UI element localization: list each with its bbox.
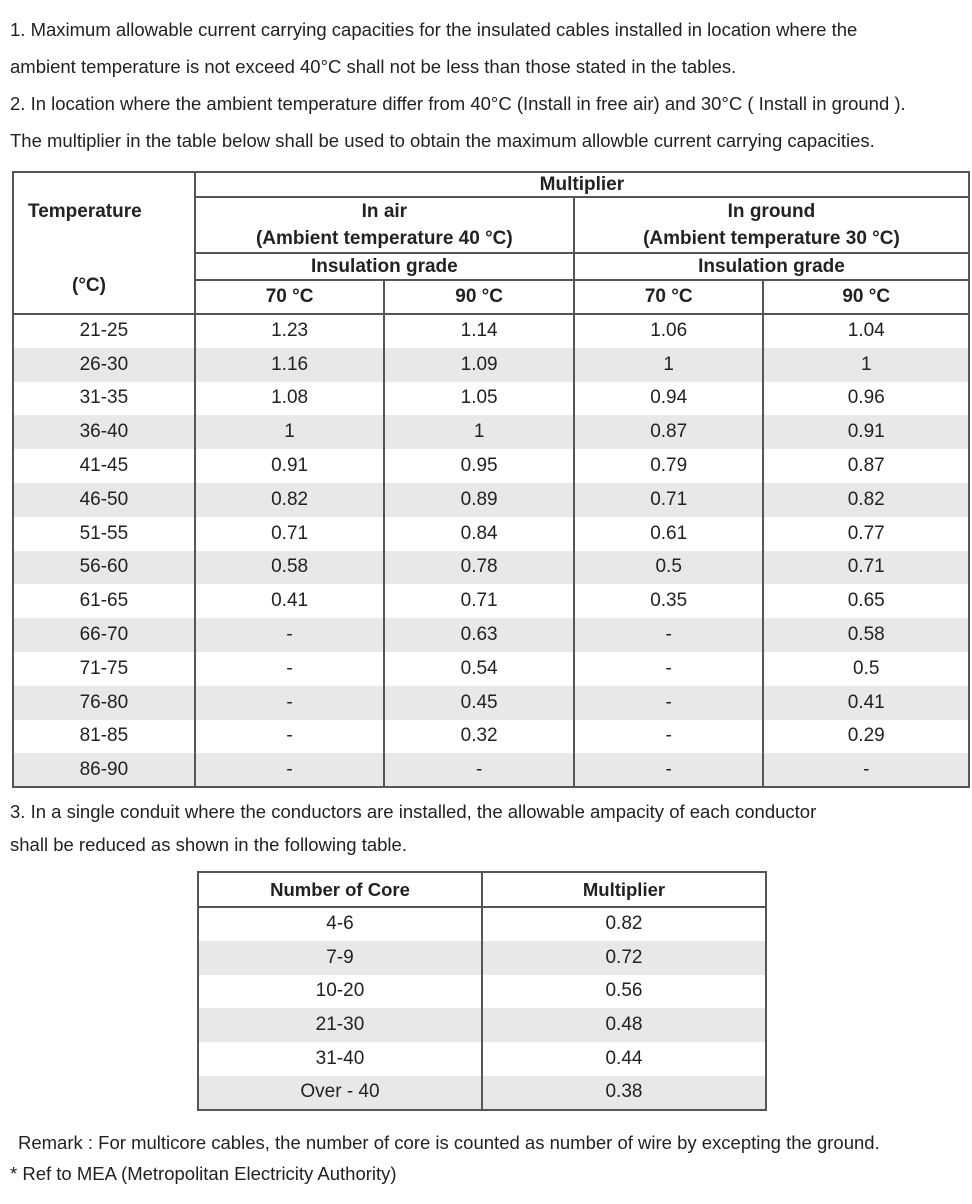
core-multiplier-cell: 0.82 bbox=[482, 907, 766, 941]
air-70-cell: 0.82 bbox=[195, 483, 385, 517]
ground-70-cell: 0.94 bbox=[574, 382, 764, 416]
ground-70-cell: 0.79 bbox=[574, 449, 764, 483]
air-70-cell: - bbox=[195, 753, 385, 787]
temperature-header bbox=[13, 172, 195, 314]
ground-70-cell: - bbox=[574, 753, 764, 787]
table-row bbox=[13, 551, 969, 585]
temperature-range-cell: 41-45 bbox=[13, 449, 195, 483]
table-row bbox=[198, 1042, 766, 1076]
air-90-cell: 0.84 bbox=[384, 517, 574, 551]
table-row bbox=[13, 483, 969, 517]
air-90-cell: 1 bbox=[384, 415, 574, 449]
table-row bbox=[198, 907, 766, 941]
ground-90-cell: 1.04 bbox=[763, 314, 969, 348]
table-row bbox=[198, 1076, 766, 1110]
number-of-core-cell: 31-40 bbox=[198, 1042, 482, 1076]
table-row bbox=[13, 314, 969, 348]
air-90-cell: 0.45 bbox=[384, 686, 574, 720]
ground-90-cell: 0.87 bbox=[763, 449, 969, 483]
air-70-cell: 1 bbox=[195, 415, 385, 449]
ground-90-cell: 0.96 bbox=[763, 382, 969, 416]
ground-90-cell: 0.71 bbox=[763, 551, 969, 585]
remark-text: Remark : For multicore cables, the number of core is counted as number of wire by excepting the ground. bbox=[18, 1132, 880, 1153]
ground-70-cell: 0.71 bbox=[574, 483, 764, 517]
temperature-range-cell: 81-85 bbox=[13, 720, 195, 754]
table-row bbox=[13, 449, 969, 483]
ground-90-cell: - bbox=[763, 753, 969, 787]
table-row bbox=[13, 720, 969, 754]
table-row bbox=[198, 1008, 766, 1042]
air-90-cell: 0.32 bbox=[384, 720, 574, 754]
table-row bbox=[13, 517, 969, 551]
ground-90-header: 90 °C bbox=[763, 280, 969, 314]
ground-insulation-grade-header: Insulation grade bbox=[574, 253, 969, 280]
temperature-range-cell: 31-35 bbox=[13, 382, 195, 416]
core-multiplier-cell: 0.44 bbox=[482, 1042, 766, 1076]
number-of-core-header: Number of Core bbox=[198, 872, 482, 907]
table-row bbox=[13, 652, 969, 686]
ground-70-cell: 0.87 bbox=[574, 415, 764, 449]
ground-90-cell: 0.29 bbox=[763, 720, 969, 754]
air-90-cell: 0.63 bbox=[384, 618, 574, 652]
note-1-line-1: 1. Maximum allowable current carrying capacities for the insulated cables installed in location where the bbox=[10, 19, 858, 40]
air-90-cell: 0.95 bbox=[384, 449, 574, 483]
table-row bbox=[13, 753, 969, 787]
temperature-range-cell: 46-50 bbox=[13, 483, 195, 517]
temperature-range-cell: 26-30 bbox=[13, 348, 195, 382]
core-multiplier-cell: 0.56 bbox=[482, 975, 766, 1009]
reference-text: * Ref to MEA (Metropolitan Electricity Authority) bbox=[10, 1163, 397, 1184]
ground-90-cell: 0.91 bbox=[763, 415, 969, 449]
ground-70-cell: - bbox=[574, 686, 764, 720]
air-70-cell: 1.23 bbox=[195, 314, 385, 348]
table-row bbox=[13, 348, 969, 382]
temperature-multiplier-table bbox=[12, 171, 970, 788]
air-70-cell: 0.58 bbox=[195, 551, 385, 585]
number-of-core-cell: 21-30 bbox=[198, 1008, 482, 1042]
temperature-table-body bbox=[13, 314, 969, 787]
air-90-cell: 0.78 bbox=[384, 551, 574, 585]
core-multiplier-cell: 0.48 bbox=[482, 1008, 766, 1042]
air-70-header: 70 °C bbox=[195, 280, 385, 314]
air-insulation-grade-header: Insulation grade bbox=[195, 253, 574, 280]
temperature-range-cell: 21-25 bbox=[13, 314, 195, 348]
air-70-cell: - bbox=[195, 652, 385, 686]
table-row bbox=[198, 941, 766, 975]
air-70-cell: - bbox=[195, 686, 385, 720]
temperature-range-cell: 76-80 bbox=[13, 686, 195, 720]
note-2-line-2: The multiplier in the table below shall be used to obtain the maximum allowble current carrying capacities. bbox=[10, 130, 875, 151]
note-2-line-1: 2. In location where the ambient temperature differ from 40°C (Install in free air) and 30°C ( Install in ground ). bbox=[10, 93, 906, 114]
core-table-body bbox=[198, 907, 766, 1110]
table-row bbox=[13, 584, 969, 618]
note-3-line-2: shall be reduced as shown in the following table. bbox=[10, 834, 407, 855]
core-multiplier-cell: 0.72 bbox=[482, 941, 766, 975]
in-ground-ambient-header: (Ambient temperature 30 °C) bbox=[574, 226, 969, 253]
ground-90-cell: 0.5 bbox=[763, 652, 969, 686]
air-90-cell: 1.05 bbox=[384, 382, 574, 416]
ground-70-cell: 1.06 bbox=[574, 314, 764, 348]
air-90-cell: 0.71 bbox=[384, 584, 574, 618]
ground-70-cell: - bbox=[574, 720, 764, 754]
ground-90-cell: 1 bbox=[763, 348, 969, 382]
air-90-cell: 0.89 bbox=[384, 483, 574, 517]
air-70-cell: 0.41 bbox=[195, 584, 385, 618]
ground-90-cell: 0.82 bbox=[763, 483, 969, 517]
number-of-core-cell: 4-6 bbox=[198, 907, 482, 941]
air-90-cell: 0.54 bbox=[384, 652, 574, 686]
temperature-unit: (°C) bbox=[72, 275, 106, 296]
table-row bbox=[13, 382, 969, 416]
temperature-range-cell: 71-75 bbox=[13, 652, 195, 686]
temperature-range-cell: 86-90 bbox=[13, 753, 195, 787]
temperature-range-cell: 56-60 bbox=[13, 551, 195, 585]
core-multiplier-cell: 0.38 bbox=[482, 1076, 766, 1110]
ground-90-cell: 0.65 bbox=[763, 584, 969, 618]
air-90-cell: 1.09 bbox=[384, 348, 574, 382]
table-row bbox=[13, 415, 969, 449]
core-multiplier-table bbox=[197, 871, 767, 1111]
ground-90-cell: 0.77 bbox=[763, 517, 969, 551]
temperature-range-cell: 51-55 bbox=[13, 517, 195, 551]
multiplier-header: Multiplier bbox=[195, 172, 969, 197]
ground-70-cell: 0.61 bbox=[574, 517, 764, 551]
air-70-cell: 0.91 bbox=[195, 449, 385, 483]
in-ground-header: In ground bbox=[574, 197, 969, 226]
temperature-range-cell: 61-65 bbox=[13, 584, 195, 618]
number-of-core-cell: Over - 40 bbox=[198, 1076, 482, 1110]
ground-70-cell: 0.35 bbox=[574, 584, 764, 618]
note-3-line-1: 3. In a single conduit where the conductors are installed, the allowable ampacity of each conductor bbox=[10, 801, 817, 822]
ground-70-header: 70 °C bbox=[574, 280, 764, 314]
air-70-cell: 0.71 bbox=[195, 517, 385, 551]
table-row bbox=[13, 686, 969, 720]
ground-70-cell: 0.5 bbox=[574, 551, 764, 585]
air-70-cell: 1.08 bbox=[195, 382, 385, 416]
temperature-range-cell: 36-40 bbox=[13, 415, 195, 449]
air-70-cell: - bbox=[195, 618, 385, 652]
air-90-cell: - bbox=[384, 753, 574, 787]
table-row bbox=[13, 618, 969, 652]
ground-70-cell: 1 bbox=[574, 348, 764, 382]
temperature-range-cell: 66-70 bbox=[13, 618, 195, 652]
temperature-label: Temperature bbox=[28, 201, 142, 222]
air-70-cell: 1.16 bbox=[195, 348, 385, 382]
table-row bbox=[198, 975, 766, 1009]
ground-90-cell: 0.41 bbox=[763, 686, 969, 720]
note-1-line-2: ambient temperature is not exceed 40°C shall not be less than those stated in the tables. bbox=[10, 56, 737, 77]
ground-90-cell: 0.58 bbox=[763, 618, 969, 652]
air-70-cell: - bbox=[195, 720, 385, 754]
ground-70-cell: - bbox=[574, 652, 764, 686]
air-90-cell: 1.14 bbox=[384, 314, 574, 348]
number-of-core-cell: 7-9 bbox=[198, 941, 482, 975]
core-multiplier-header: Multiplier bbox=[482, 872, 766, 907]
number-of-core-cell: 10-20 bbox=[198, 975, 482, 1009]
air-90-header: 90 °C bbox=[384, 280, 574, 314]
in-air-ambient-header: (Ambient temperature 40 °C) bbox=[195, 226, 574, 253]
in-air-header: In air bbox=[195, 197, 574, 226]
ground-70-cell: - bbox=[574, 618, 764, 652]
